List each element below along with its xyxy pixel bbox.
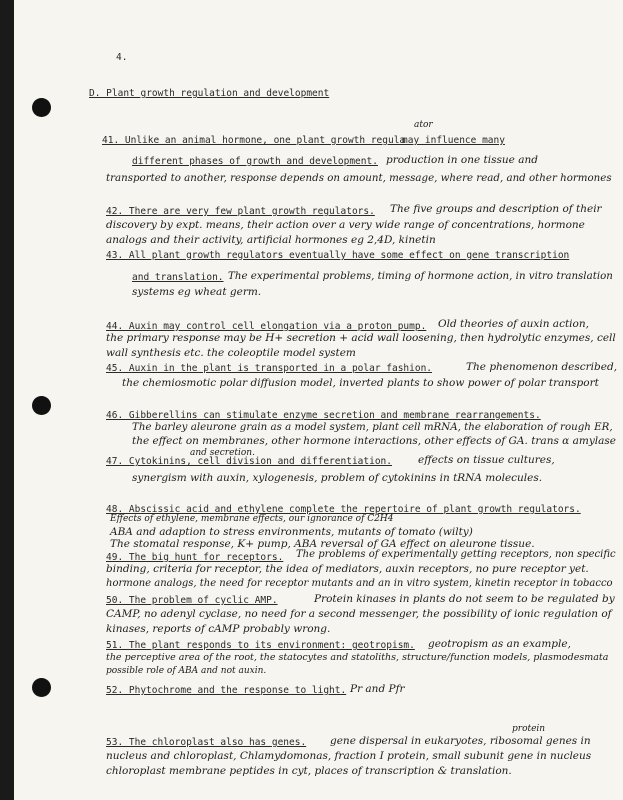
- handwritten-note: Effects of ethylene, membrane effects, our ignorance of C2H4: [110, 514, 394, 524]
- handwritten-note: the perceptive area of the root, the statocytes and statoliths, structure/function models, plasmodesmata: [106, 652, 609, 663]
- item-44-text: 44. Auxin may control cell elongation via a proton pump.: [106, 321, 427, 332]
- handwritten-note: Pr and Pfr: [350, 683, 405, 695]
- item-48-text: 48. Abscissic acid and ethylene complete the repertoire of plant growth regulators.: [106, 504, 581, 515]
- handwritten-note: the effect on membranes, other hormone interactions, other effects of GA. trans α amylase: [132, 435, 616, 447]
- handwritten-note: hormone analogs, the need for receptor mutants and an in vitro system, kinetin receptor in tobacco: [106, 578, 613, 589]
- handwritten-note: possible role of ABA and not auxin.: [106, 666, 267, 676]
- handwritten-note: analogs and their activity, artificial hormones eg 2,4D, kinetin: [106, 234, 436, 246]
- item-51-text: 51. The plant responds to its environment: geotropism.: [106, 640, 415, 651]
- item-52-text: 52. Phytochrome and the response to light.: [106, 685, 347, 696]
- handwritten-note: synergism with auxin, xylogenesis, problem of cytokinins in tRNA molecules.: [132, 472, 543, 484]
- punch-hole: [32, 98, 51, 117]
- handwritten-note: The five groups and description of their: [390, 203, 602, 215]
- item-43-text: 43. All plant growth regulators eventually have some effect on gene transcription: [106, 250, 570, 261]
- handwritten-note: effects on tissue cultures,: [418, 454, 555, 466]
- handwritten-insert: and secretion.: [190, 448, 255, 458]
- item-49-text: 49. The big hunt for receptors.: [106, 552, 284, 563]
- page-number: 4.: [116, 52, 128, 63]
- handwritten-insert: protein: [512, 724, 546, 734]
- item-43-text-2: and translation.: [132, 272, 224, 283]
- handwritten-note: nucleus and chloroplast, Chlamydomonas, fraction I protein, small subunit gene in nucleus: [106, 750, 592, 762]
- handwritten-note: chloroplast membrane peptides in cyt, places of transcription & translation.: [106, 765, 512, 777]
- item-41-text-cont: may influence many: [402, 135, 505, 146]
- handwritten-note: The phenomenon described,: [466, 361, 618, 373]
- item-42-text: 42. There are very few plant growth regulators.: [106, 206, 375, 217]
- handwritten-note: gene dispersal in eukaryotes, ribosomal genes in: [330, 735, 591, 747]
- handwritten-note: discovery by expt. means, their action over a very wide range of concentrations, hormone: [106, 219, 585, 231]
- handwritten-note: the primary response may be H+ secretion + acid wall loosening, then hydrolytic enzymes, cell: [106, 332, 616, 344]
- document-page: [14, 0, 623, 800]
- item-45-text: 45. Auxin in the plant is transported in a polar fashion.: [106, 363, 433, 374]
- handwritten-note: production in one tissue and: [386, 154, 538, 166]
- item-50-text: 50. The problem of cyclic AMP.: [106, 595, 278, 606]
- handwritten-note: The experimental problems, timing of hormone action, in vitro translation: [228, 270, 613, 282]
- punch-hole: [32, 678, 51, 697]
- handwritten-note: ABA and adaption to stress environments, mutants of tomato (wilty): [110, 526, 473, 538]
- punch-hole: [32, 396, 51, 415]
- item-46-text: 46. Gibberellins can stimulate enzyme secretion and membrane rearrangements.: [106, 410, 541, 421]
- handwritten-note: wall synthesis etc. the coleoptile model system: [106, 347, 356, 359]
- handwritten-note: kinases, reports of cAMP probably wrong.: [106, 623, 331, 635]
- handwritten-note: Old theories of auxin action,: [438, 318, 589, 330]
- handwritten-note: geotropism as an example,: [428, 638, 571, 650]
- handwritten-note: transported to another, response depends on amount, message, where read, and other hormones: [106, 172, 612, 184]
- item-47-text: 47. Cytokinins, cell division and differentiation.: [106, 456, 392, 467]
- section-heading: D. Plant growth regulation and development: [89, 88, 330, 99]
- handwritten-insert: ator: [414, 120, 433, 130]
- handwritten-note: The problems of experimentally getting receptors, non specific: [296, 549, 616, 560]
- handwritten-note: binding, criteria for receptor, the idea of mediators, auxin receptors, no pure receptor yet.: [106, 563, 589, 575]
- item-41-text: 41. Unlike an animal hormone, one plant growth regula: [102, 135, 406, 146]
- handwritten-note: systems eg wheat germ.: [132, 286, 262, 298]
- item-41-text-2: different phases of growth and development.: [132, 156, 378, 167]
- handwritten-note: the chemiosmotic polar diffusion model, inverted plants to show power of polar transport: [122, 377, 599, 389]
- item-53-text: 53. The chloroplast also has genes.: [106, 737, 307, 748]
- handwritten-note: Protein kinases in plants do not seem to be regulated by: [314, 593, 615, 605]
- handwritten-note: CAMP, no adenyl cyclase, no need for a second messenger, the possibility of ionic regulation of: [106, 608, 612, 620]
- handwritten-note: The stomatal response, K+ pump, ABA reversal of GA effect on aleurone tissue.: [110, 538, 535, 550]
- handwritten-note: The barley aleurone grain as a model system, plant cell mRNA, the elaboration of rough ER,: [132, 421, 613, 433]
